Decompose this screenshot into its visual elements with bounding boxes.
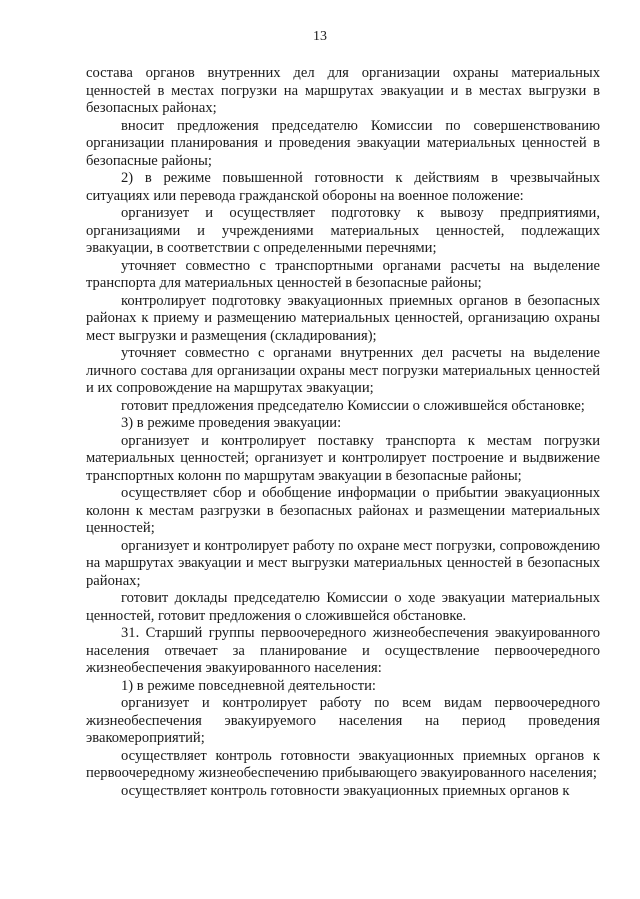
- paragraph: организует и контролирует работу по всем видам первоочередного жизнеобеспечения эвакуируемого населения на период проведения эвакомероприятий;: [86, 695, 600, 746]
- paragraph: готовит предложения председателю Комиссии о сложившейся обстановке;: [121, 397, 585, 414]
- paragraph-item-2: 2) в режиме повышенной готовности к действиям в чрезвычайных ситуациях или перевода гражданской обороны на военное положение:: [86, 170, 600, 204]
- page-number: 13: [313, 29, 327, 44]
- paragraph: организует и контролирует работу по охране мест погрузки, сопровождению на маршрутах эвакуации и мест выгрузки материальных ценностей в безопасных районах;: [86, 537, 600, 589]
- paragraph: готовит доклады председателю Комиссии о ходе эвакуации материальных ценностей, готовит предложения о сложившейся обстановке.: [86, 590, 600, 624]
- paragraph: осуществляет контроль готовности эвакуационных приемных органов к первоочередному жизнеобеспечению прибывающего эвакуированного населения;: [86, 747, 600, 781]
- paragraph: контролирует подготовку эвакуационных приемных органов в безопасных районах к приему и размещению материальных ценностей, организацию охраны мест выгрузки и размещения (складирования);: [86, 292, 600, 344]
- paragraph-continuation: состава органов внутренних дел для организации охраны материальных ценностей в местах погрузки на маршрутах эвакуации и в местах выгрузки в безопасных районах;: [86, 65, 600, 116]
- paragraph-item-1: 1) в режиме повседневной деятельности:: [121, 677, 376, 694]
- paragraph: организует и контролирует поставку транспорта к местам погрузки материальных ценностей; организует и контролирует построение и выдвижение транспортных колонн по маршрутам эвакуации в безопасные районы;: [86, 432, 600, 484]
- body-text: [86, 65, 600, 800]
- paragraph: организует и осуществляет подготовку к вывозу предприятиями, организациями и учреждениями материальных ценностей, подлежащих эвакуации, в соответствии с определенными перечнями;: [86, 205, 600, 256]
- paragraph-item-3: 3) в режиме проведения эвакуации:: [121, 415, 342, 431]
- paragraph: вносит предложения председателю Комиссии по совершенствованию организации планирования и проведения эвакуации материальных ценностей в безопасные районы;: [86, 117, 600, 169]
- paragraph: осуществляет сбор и обобщение информации о прибытии эвакуационных колонн к местам разгрузки в безопасных районах и размещении материальных ценностей;: [86, 485, 600, 536]
- paragraph: уточняет совместно с транспортными органами расчеты на выделение транспорта для материальных ценностей в безопасные районы;: [86, 257, 600, 291]
- paragraph: уточняет совместно с органами внутренних дел расчеты на выделение личного состава для организации охраны мест погрузки материальных ценностей и их сопровождение на маршрутах эвакуации;: [86, 345, 600, 396]
- paragraph-section-31: 31. Старший группы первоочередного жизнеобеспечения эвакуированного населения отвечает за планирование и осуществление первоочередного жизнеобеспечения эвакуированного населения:: [86, 625, 600, 676]
- paragraph-truncated: осуществляет контроль готовности эвакуационных приемных органов к: [121, 782, 570, 799]
